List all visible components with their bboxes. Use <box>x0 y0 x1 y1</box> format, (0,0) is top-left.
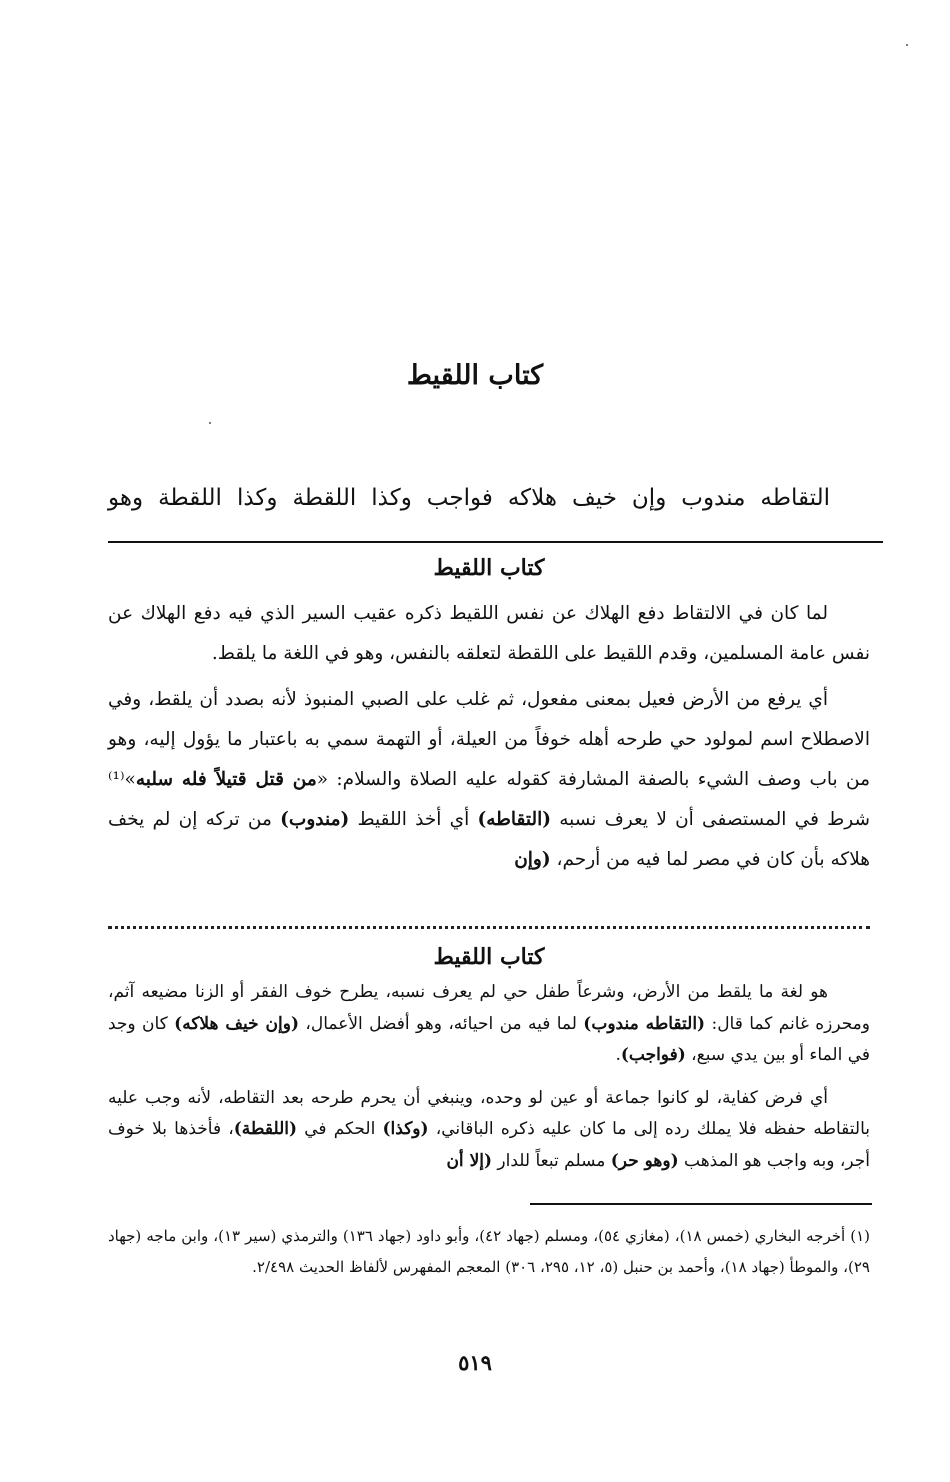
matn-divider <box>108 541 883 543</box>
text-run: أي يرفع من الأرض فعيل بمعنى مفعول، ثم غلب على الصبي المنبوذ لأنه بصدد أن يلقط، وفي الاصطلاح اسم لمولود حي طرحه أهله خوفاً من العيلة، أو التهمة سمي به باعتبار ما يؤول إليه، وهو من باب وصف الشيء بالصفة المشارفة كقوله عليه الصلاة والسلام: « <box>108 689 870 790</box>
matn-term: (فواجب) <box>620 1045 686 1065</box>
matn-term: (التقاطه مندوب) <box>583 1013 706 1034</box>
matn-term: (اللقطة) <box>233 1119 298 1139</box>
text-run: لما فيه من احيائه، وهو أفضل الأعمال، <box>299 1013 584 1034</box>
matn-term: (التقاطه) <box>477 809 551 830</box>
text-run: ، فأخذها بلا خوف أجر، وبه واجب هو المذهب <box>108 1119 870 1171</box>
footnote: (١) أخرجه البخاري (خمس ١٨)، (مغازي ٥٤)، ومسلم (جهاد ٤٢)، وأبو داود (جهاد ١٣٦) والترمذي (سير ١٣)، وابن ماجه (جهاد ٢٩)، والموطأ (جهاد ١٨)، وأحمد بن حنبل (٥، ١٢، ٢٩٥، ٣٠٦) المعجم المفهرس لألفاظ الحديث ٢/٤٩٨. <box>108 1227 870 1276</box>
commentary-section-2 <box>108 937 870 1177</box>
text-run: مسلم تبعاً للدار <box>492 1150 611 1171</box>
matn-term: (إلا أن <box>446 1150 493 1171</box>
commentary-1-paragraph-2 <box>108 680 870 880</box>
matn-term: (وهو حر) <box>610 1150 679 1171</box>
commentary-2-title: كتاب اللقيط <box>433 944 545 970</box>
matn-term: (وإن خيف هلاكه) <box>174 1013 299 1034</box>
commentary-section-1 <box>108 548 870 880</box>
text-run: كان وجد في الماء أو بين يدي سبع، <box>108 1013 870 1065</box>
matn-text: التقاطه مندوب وإن خيف هلاكه فواجب وكذا اللقطة وكذا اللقطة وهو <box>108 485 830 511</box>
commentary-1-title: كتاب اللقيط <box>433 555 545 581</box>
commentary-1-paragraph-1: لما كان في الالتقاط دفع الهلاك عن نفس اللقيط ذكره عقيب السير الذي فيه دفع الهلاك عن نفس عامة المسلمين، وقدم اللقيط على اللقطة لتعلقه بالنفس، وهو في اللغة ما يلقط. <box>108 603 870 664</box>
text-run: أي أخذ اللقيط <box>349 809 478 830</box>
commentary-2-paragraph-1 <box>108 977 870 1072</box>
matn-term: (مندوب) <box>280 809 350 830</box>
text-run: »⁽¹⁾ شرط في المستصفى أن لا يعرف نسبه <box>108 769 870 830</box>
page-number: ٥١٩ <box>458 1350 492 1375</box>
text-run: الحكم في <box>297 1119 383 1139</box>
main-title: كتاب اللقيط <box>406 360 544 391</box>
text-run: من تركه إن لم يخف هلاكه بأن كان في مصر لما فيه من أرحم، <box>108 809 870 870</box>
scan-speck <box>209 422 211 424</box>
commentary-2-paragraph-2 <box>108 1083 870 1178</box>
scan-speck <box>906 44 908 46</box>
text-run: هو لغة ما يلقط من الأرض، وشرعاً طفل حي لم يعرف نسبه، يطرح خوف الفقر أو الزنا مضيعه آثم، ومحرزه غانم كما قال: <box>108 982 870 1034</box>
hadith-quote: من قتل قتيلاً فله سلبه <box>135 769 317 790</box>
matn-term: (وإن <box>514 849 551 870</box>
section-divider <box>108 926 870 929</box>
matn-term: (وكذا) <box>382 1119 429 1139</box>
text-run: . <box>615 1045 621 1065</box>
text-run: أي فرض كفاية، لو كانوا جماعة أو عين لو وحده، وينبغي أن يحرم طرحه بعد التقاطه، لأنه وجب عليه بالتقاطه حفظه فلا يملك رده إلى ما كان عليه ذكره الباقاني، <box>108 1087 870 1139</box>
footnote-divider <box>530 1203 872 1205</box>
